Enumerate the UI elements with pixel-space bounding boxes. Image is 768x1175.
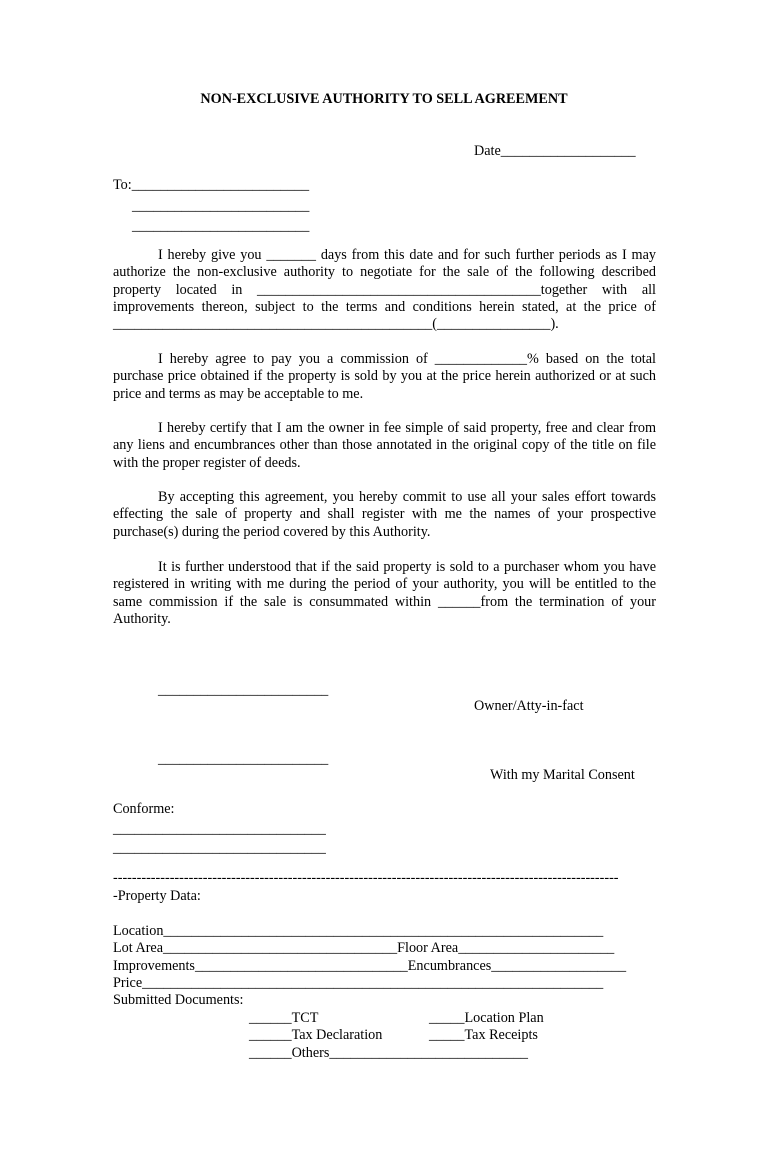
to-field: To:_________________________ bbox=[113, 177, 310, 193]
submitted-documents-label: Submitted Documents: bbox=[113, 992, 244, 1008]
consent-signature-line: ________________________ bbox=[158, 751, 329, 767]
doc-tct: ______TCT bbox=[249, 1010, 319, 1026]
paragraph-commission: I hereby agree to pay you a commission of _____________% based on the total purchase price obtained if the property is sold by you at the price herein authorized or at such price and terms as may be acceptable to me. bbox=[113, 351, 656, 402]
doc-tax-receipts: _____Tax Receipts bbox=[429, 1027, 538, 1043]
conforme-label: Conforme: bbox=[113, 801, 175, 817]
to-blank-line-3: _________________________ bbox=[132, 218, 310, 234]
paragraph-authority: I hereby give you _______ days from this date and for such further periods as I may authorize the non-exclusive authority to negotiate for the sale of the following described property located in ________________________________________together with all improvements thereon, subject to the terms and conditions herein stated, at the price of _____________________________________________(________________). bbox=[113, 247, 656, 333]
conforme-line-2: ______________________________ bbox=[113, 840, 326, 856]
location-field: Location______________________________________________________________ bbox=[113, 923, 604, 939]
date-field: Date___________________ bbox=[474, 143, 636, 159]
paragraph-ownership: I hereby certify that I am the owner in fee simple of said property, free and clear from any liens and encumbrances other than those annotated in the original copy of the title on file with the proper register of deeds. bbox=[113, 420, 656, 471]
lot-floor-area-field: Lot Area_________________________________Floor Area______________________ bbox=[113, 940, 615, 956]
conforme-line-1: ______________________________ bbox=[113, 821, 326, 837]
to-blank-line-2: _________________________ bbox=[132, 198, 310, 214]
doc-location-plan: _____Location Plan bbox=[429, 1010, 544, 1026]
improvements-encumbrances-field: Improvements______________________________Encumbrances___________________ bbox=[113, 958, 627, 974]
doc-tax-declaration: ______Tax Declaration bbox=[249, 1027, 383, 1043]
owner-signature-line: ________________________ bbox=[158, 682, 329, 698]
document-title: NON-EXCLUSIVE AUTHORITY TO SELL AGREEMENT bbox=[200, 91, 568, 107]
property-data-heading: -Property Data: bbox=[113, 888, 201, 904]
paragraph-registered-purchaser: It is further understood that if the said property is sold to a purchaser whom you have registered in writing with me during the period of your authority, you will be entitled to the same commission if the sale is consummated within ______from the termination of your Authority. bbox=[113, 559, 656, 627]
owner-label: Owner/Atty-in-fact bbox=[474, 698, 584, 714]
marital-consent-label: With my Marital Consent bbox=[490, 767, 635, 783]
separator-line: ----------------------------------------------------------------------------------------------------------- bbox=[113, 870, 619, 886]
doc-others: ______Others____________________________ bbox=[249, 1045, 529, 1061]
paragraph-sales-effort: By accepting this agreement, you hereby commit to use all your sales effort towards effecting the sale of property and shall register with me the names of your prospective purchase(s) during the period covered by this Authority. bbox=[113, 489, 656, 540]
price-field: Price_________________________________________________________________ bbox=[113, 975, 604, 991]
